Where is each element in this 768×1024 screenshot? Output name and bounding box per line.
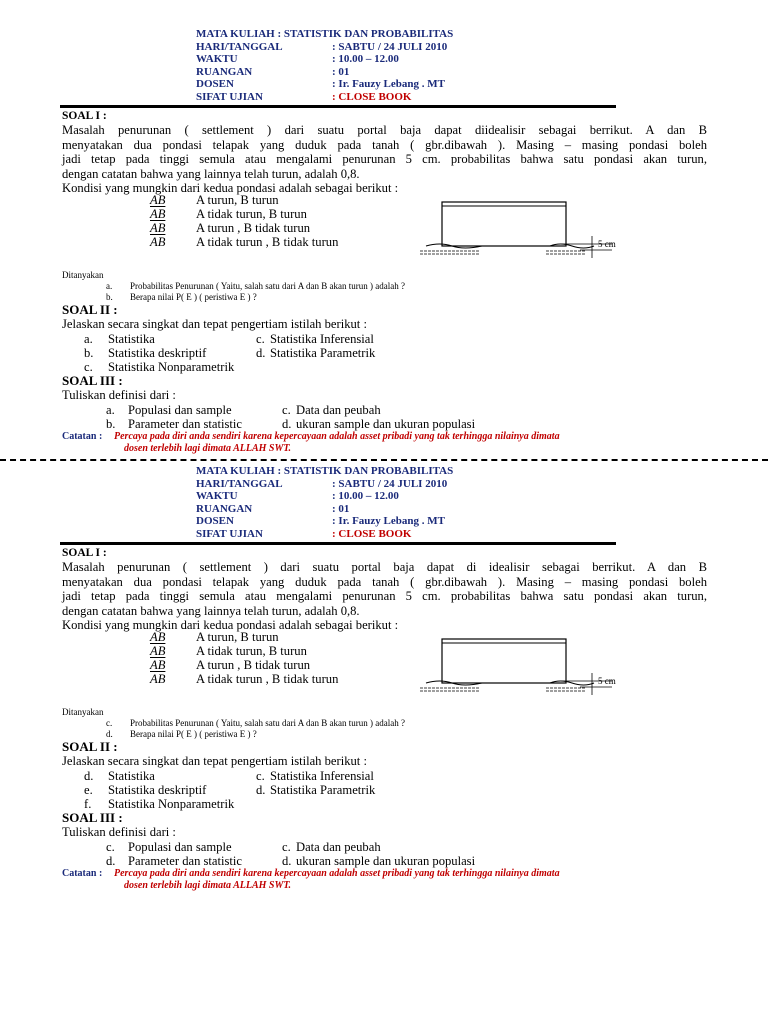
- soal2-item: [256, 346, 375, 360]
- question-item: [106, 292, 257, 303]
- condition-row: [150, 644, 338, 658]
- condition-row: [150, 193, 338, 207]
- question-num: c.: [106, 718, 113, 728]
- condition-desc: A tidak turun , B tidak turun: [196, 235, 339, 249]
- condition-symbol: $\overline{AB}$: [150, 235, 166, 249]
- item-text: Statistika Nonparametrik: [108, 797, 235, 811]
- header-row: [196, 66, 453, 79]
- item-text: Statistika deskriptif: [108, 346, 207, 360]
- question-text: Berapa nilai P( E ) ( peristiwa E ) ?: [130, 729, 257, 739]
- soal3-text: Tuliskan definisi dari :: [62, 825, 176, 840]
- header-row: [196, 465, 453, 478]
- soal1-line: Masalah penurunan ( settlement ) dari suatu portal baja dapat diidealisir sebagai berrikut. A dan B: [62, 123, 707, 138]
- header-row: [196, 478, 453, 491]
- item-num: a.: [106, 403, 115, 417]
- exam-type-value: : CLOSE BOOK: [332, 90, 412, 103]
- header-key: SIFAT UJIAN: [196, 90, 263, 103]
- soal2-section: [62, 740, 707, 769]
- soal2-item: [84, 360, 234, 374]
- soal2-text: Jelaskan secara singkat dan tepat pengertiam istilah berikut :: [62, 754, 367, 769]
- soal3-text: Tuliskan definisi dari :: [62, 388, 176, 403]
- note-text: dosen terlebih lagi dimata ALLAH SWT.: [124, 442, 292, 454]
- question-num: d.: [106, 729, 113, 739]
- item-text: Statistika Inferensial: [270, 332, 374, 346]
- header-key: WAKTU: [196, 490, 238, 503]
- item-num: e.: [84, 783, 93, 797]
- portal-frame: [442, 639, 566, 683]
- header-value: : 10.00 – 12.00: [332, 53, 399, 66]
- item-text: Statistika: [108, 332, 155, 346]
- header-row: [196, 78, 453, 91]
- note-text: Percaya pada diri anda sendiri karena kepercayaan adalah asset pribadi yang tak terhingga nilainya dimata: [114, 431, 560, 442]
- header-key: HARI/TANGGAL: [196, 40, 283, 53]
- condition-desc: A tidak turun, B turun: [196, 207, 307, 221]
- soal1-line: dengan catatan bahwa yang lainnya telah turun, adalah 0,8.: [62, 166, 360, 181]
- note-text: dosen terlebih lagi dimata ALLAH SWT.: [124, 879, 292, 891]
- header-key: HARI/TANGGAL: [196, 477, 283, 490]
- header-row: [196, 28, 453, 41]
- item-num: f.: [84, 797, 92, 811]
- item-text: Statistika Nonparametrik: [108, 360, 235, 374]
- header-key: DOSEN: [196, 515, 234, 528]
- header-value: : Ir. Fauzy Lebang . MT: [332, 78, 445, 91]
- header-value: : SABTU / 24 JULI 2010: [332, 477, 448, 490]
- note-label: Catatan :: [62, 431, 103, 442]
- condition-symbol: $\overline{AB}$: [150, 658, 166, 672]
- soal2-text: Jelaskan secara singkat dan tepat pengertiam istilah berikut :: [62, 317, 367, 332]
- header-value: : 01: [332, 502, 350, 515]
- item-text: Statistika Parametrik: [270, 783, 376, 797]
- exam-copy-2: [0, 437, 768, 891]
- condition-desc: A turun, B turun: [196, 630, 279, 644]
- item-num: d.: [84, 769, 94, 783]
- condition-desc: A turun, B turun: [196, 193, 279, 207]
- item-text: Parameter dan statistic: [128, 854, 243, 868]
- portal-frame-diagram: [400, 633, 640, 699]
- soal1-title: SOAL I :: [62, 547, 107, 559]
- soal2-item: [84, 783, 206, 797]
- item-text: Data dan peubah: [296, 840, 381, 854]
- soal1-line: jadi tetap pada tinggi semula atau mengalami penurunan 5 cm. probabilitas bahwa satu pondasi akan turun,: [62, 589, 707, 604]
- condition-symbol: [150, 207, 196, 221]
- portal-frame-diagram: [400, 196, 640, 262]
- soal3-item: [106, 417, 242, 431]
- five-cm-label: 5 cm: [598, 676, 616, 686]
- item-text: Statistika Parametrik: [270, 346, 376, 360]
- condition-desc: A turun , B tidak turun: [196, 221, 311, 235]
- condition-row: [150, 235, 338, 249]
- condition-list: [150, 193, 338, 249]
- condition-symbol: $\overline{AB}$: [150, 221, 166, 235]
- condition-row: [150, 630, 338, 644]
- soal2-section: [62, 303, 707, 332]
- soal3-section: [62, 374, 707, 403]
- soal3-item: [106, 840, 232, 854]
- header-row: [196, 490, 453, 503]
- header-value: : 10.00 – 12.00: [332, 490, 399, 503]
- soal1-line: Masalah penurunan ( settlement ) dari suatu portal baja dapat di idealisir sebagai berrikut. A dan B: [62, 560, 707, 575]
- item-num: d.: [256, 346, 266, 360]
- item-text: Populasi dan sample: [128, 840, 232, 854]
- soal1-line: dengan catatan bahwa yang lainnya telah turun, adalah 0,8.: [62, 603, 360, 618]
- header-key: MATA KULIAH : STATISTIK DAN PROBABILITAS: [196, 465, 454, 477]
- kondisi-text: Kondisi yang mungkin dari kedua pondasi adalah sebagai berikut :: [62, 618, 399, 633]
- condition-desc: A tidak turun , B tidak turun: [196, 672, 339, 686]
- a-bar: $\overline{AB}$: [150, 644, 166, 658]
- condition-desc: A turun , B tidak turun: [196, 658, 311, 672]
- soal2-item: [256, 783, 375, 797]
- item-num: c.: [106, 840, 115, 854]
- condition-list: [150, 630, 338, 686]
- soal3-item: [106, 854, 242, 868]
- condition-row: [150, 207, 338, 221]
- header-value: : Ir. Fauzy Lebang . MT: [332, 515, 445, 528]
- item-text: ukuran sample dan ukuran populasi: [296, 417, 476, 431]
- soal1-line: menyatakan dua pondasi telapak yang duduk pada tanah ( gbr.dibawah ). Masing – masing pondasi boleh: [62, 137, 707, 152]
- header-key: MATA KULIAH : STATISTIK DAN PROBABILITAS: [196, 28, 454, 40]
- item-num: a.: [84, 332, 93, 346]
- condition-symbol: AB: [150, 630, 166, 644]
- ditanyakan-label: Ditanyakan: [62, 270, 104, 280]
- condition-symbol: [150, 644, 196, 658]
- header-key: SIFAT UJIAN: [196, 527, 263, 540]
- item-num: c.: [282, 840, 291, 854]
- soal3-section: [62, 811, 707, 840]
- item-text: Statistika deskriptif: [108, 783, 207, 797]
- question-num: b.: [106, 292, 113, 302]
- soal1-line: menyatakan dua pondasi telapak yang duduk pada tanah ( gbr.dibawah ). Masing – masing pondasi boleh: [62, 574, 707, 589]
- item-text: Statistika Inferensial: [270, 769, 374, 783]
- header-key: WAKTU: [196, 53, 238, 66]
- soal3-title: SOAL III :: [62, 373, 123, 388]
- condition-desc: A tidak turun, B turun: [196, 644, 307, 658]
- header-value: : 01: [332, 65, 350, 78]
- item-num: d.: [282, 854, 292, 868]
- question-text: Probabilitas Penurunan ( Yaitu, salah satu dari A dan B akan turun ) adalah ?: [130, 281, 405, 291]
- header-key: DOSEN: [196, 78, 234, 91]
- exam-header: [196, 465, 453, 541]
- soal3-title: SOAL III :: [62, 810, 123, 825]
- soal3-item: [282, 840, 381, 854]
- header-row: [196, 91, 453, 104]
- item-num: c.: [256, 332, 265, 346]
- soal1-section: [62, 546, 707, 632]
- header-rule: [60, 105, 616, 108]
- header-row: [196, 41, 453, 54]
- header-row: [196, 515, 453, 528]
- header-key: RUANGAN: [196, 65, 253, 78]
- condition-row: [150, 672, 338, 686]
- item-num: c.: [84, 360, 93, 374]
- condition-row: [150, 658, 338, 672]
- header-rule: [60, 542, 616, 545]
- note-text: Percaya pada diri anda sendiri karena kepercayaan adalah asset pribadi yang tak terhingga nilainya dimata: [114, 868, 560, 879]
- soal3-item: [282, 403, 381, 417]
- a-bar: $\overline{AB}$: [150, 207, 166, 221]
- question-num: a.: [106, 281, 113, 291]
- item-num: b.: [84, 346, 94, 360]
- question-text: Probabilitas Penurunan ( Yaitu, salah satu dari A dan B akan turun ) adalah ?: [130, 718, 405, 728]
- question-item: [106, 718, 405, 729]
- soal1-line: jadi tetap pada tinggi semula atau mengalami penurunan 5 cm. probabilitas bahwa satu pondasi akan turun,: [62, 152, 707, 167]
- soal2-item: [84, 769, 155, 783]
- soal1-section: [62, 109, 707, 195]
- soal1-title: SOAL I :: [62, 110, 107, 122]
- item-text: Parameter dan statistic: [128, 417, 243, 431]
- exam-copy-1: [0, 0, 768, 454]
- item-num: d.: [106, 854, 116, 868]
- item-num: d.: [282, 417, 292, 431]
- item-text: ukuran sample dan ukuran populasi: [296, 854, 476, 868]
- soal2-item: [84, 332, 155, 346]
- item-text: Populasi dan sample: [128, 403, 232, 417]
- soal3-item: [282, 854, 475, 868]
- header-row: [196, 503, 453, 516]
- header-value: : SABTU / 24 JULI 2010: [332, 40, 448, 53]
- note-block: [62, 868, 560, 891]
- portal-frame: [442, 202, 566, 246]
- item-num: d.: [256, 783, 266, 797]
- item-text: Statistika: [108, 769, 155, 783]
- five-cm-label: 5 cm: [598, 239, 616, 249]
- kondisi-text: Kondisi yang mungkin dari kedua pondasi adalah sebagai berikut :: [62, 181, 399, 196]
- item-num: c.: [282, 403, 291, 417]
- item-num: b.: [106, 417, 116, 431]
- condition-symbol: $\overline{AB}$: [150, 672, 166, 686]
- soal2-item: [256, 332, 374, 346]
- soal2-title: SOAL II :: [62, 739, 118, 754]
- item-num: c.: [256, 769, 265, 783]
- note-label: Catatan :: [62, 868, 103, 879]
- header-key: RUANGAN: [196, 502, 253, 515]
- header-row: [196, 53, 453, 66]
- condition-symbol: AB: [150, 193, 166, 207]
- exam-header: [196, 28, 453, 104]
- soal2-item: [256, 769, 374, 783]
- condition-row: [150, 221, 338, 235]
- question-item: [106, 729, 257, 740]
- soal3-item: [282, 417, 475, 431]
- soal3-item: [106, 403, 232, 417]
- question-item: [106, 281, 405, 292]
- soal2-item: [84, 797, 234, 811]
- soal2-item: [84, 346, 206, 360]
- ditanyakan-label: Ditanyakan: [62, 707, 104, 717]
- question-text: Berapa nilai P( E ) ( peristiwa E ) ?: [130, 292, 257, 302]
- item-text: Data dan peubah: [296, 403, 381, 417]
- header-row: [196, 528, 453, 541]
- soal2-title: SOAL II :: [62, 302, 118, 317]
- exam-type-value: : CLOSE BOOK: [332, 527, 412, 540]
